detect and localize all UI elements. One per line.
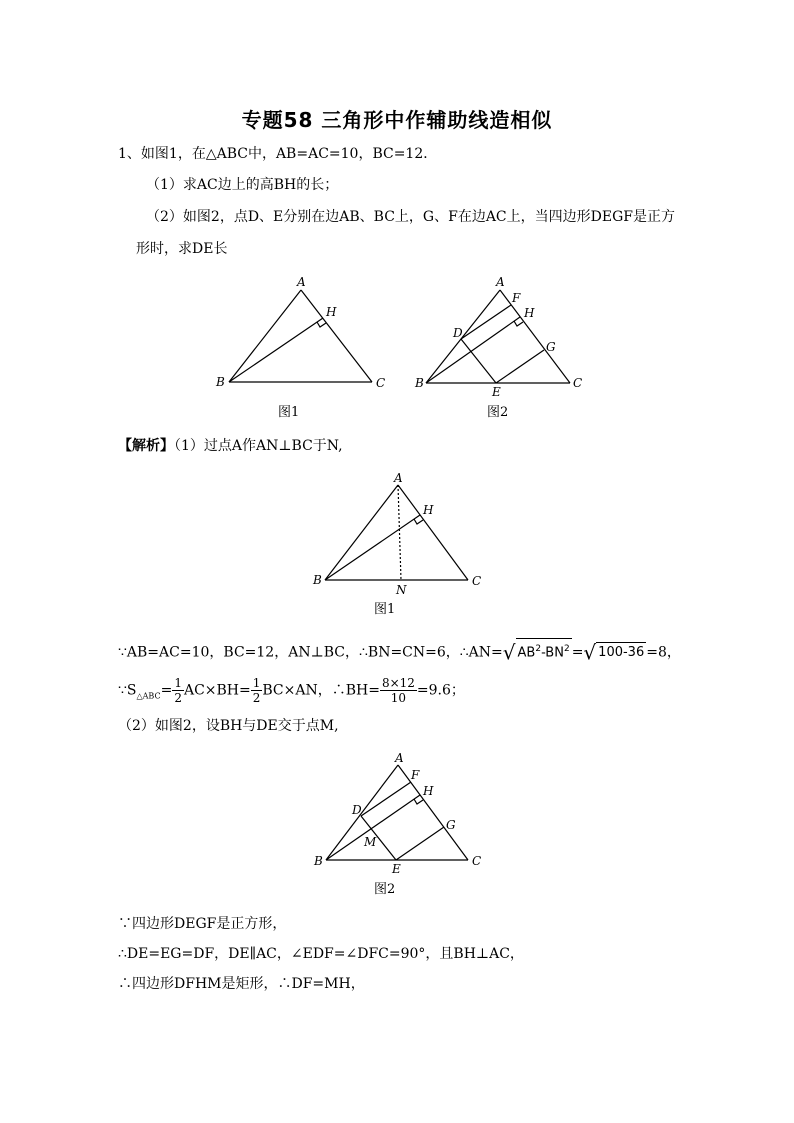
fig4-square-df xyxy=(361,782,411,816)
fig4-altitude-bh xyxy=(326,795,420,860)
eq-2: = xyxy=(160,682,173,699)
fig4-square-eg xyxy=(396,827,444,860)
fig3-label-b: B xyxy=(313,573,322,587)
fig3-label-h: H xyxy=(423,503,434,517)
solution-bracket: 【解析】 xyxy=(118,438,174,454)
fig2-label-a: A xyxy=(496,275,505,289)
fig1-label-a: A xyxy=(297,275,306,289)
fig4-label-e: E xyxy=(392,862,401,876)
solution-line-1: ∵AB=AC=10，BC=12，AN⊥BC，∴BN=CN=6，∴AN=√ $AB^2-BN^2$ =√ 100-36 =8， xyxy=(118,638,681,663)
fig1-label-c: C xyxy=(376,376,386,390)
s-abc-sub: △ABC xyxy=(136,691,161,701)
fig3-caption: 图1 xyxy=(374,602,396,617)
fig4-label-b: B xyxy=(314,854,323,868)
fig4-side-ab xyxy=(326,765,398,860)
fig4-caption: 图2 xyxy=(374,882,396,897)
fig1-label-h: H xyxy=(326,305,337,319)
bc-an: BC×AN，∴BH= xyxy=(262,682,380,699)
s-abc: ∵S xyxy=(118,682,137,699)
fig4-label-f: F xyxy=(411,768,420,782)
frac-bh: $\frac{8\times 12}{10}$ xyxy=(381,676,415,705)
fig2-caption: 图2 xyxy=(487,405,509,420)
solution-line-6: ∴四边形DFHM是矩形，∴DF=MH， xyxy=(118,976,365,992)
ac-bh: AC×BH= xyxy=(183,682,251,699)
problem-line-2: （1）求AC边上的高BH的长； xyxy=(146,177,339,193)
fig3-label-n: N xyxy=(396,583,407,597)
fig3-label-a: A xyxy=(394,471,403,485)
fig4-label-m: M xyxy=(364,835,377,849)
solution-line-5: ∴DE=EG=DF，DE∥AC，∠EDF=∠DFC=90°，且BH⊥AC， xyxy=(118,946,524,962)
solution-line-2-end: =9.6； xyxy=(416,682,465,699)
fig4-label-g: G xyxy=(446,818,456,832)
fig1-label-b: B xyxy=(216,375,225,389)
fig4-label-d: D xyxy=(352,803,362,817)
fig4-side-ac xyxy=(398,765,468,860)
fig4-right-angle xyxy=(414,799,423,804)
solution-line-4: ∵四边形DEGF是正方形， xyxy=(118,916,287,932)
page-title: 专题58 三角形中作辅助线造相似 xyxy=(241,108,553,132)
fig2-label-b: B xyxy=(415,376,424,390)
fig4-label-a: A xyxy=(395,751,404,765)
fig4-label-h: H xyxy=(423,784,434,798)
solution-line-1-text: ∵AB=AC=10，BC=12，AN⊥BC，∴BN=CN=6，∴AN= xyxy=(118,644,503,661)
frac-half-1: $\frac{1}{2}$ xyxy=(174,676,182,705)
problem-line-4: 形时，求DE长 xyxy=(136,241,228,257)
sup-1: 2 xyxy=(535,644,542,654)
fig2-label-g: G xyxy=(546,340,556,354)
fig2-label-h: H xyxy=(524,306,535,320)
problem-line-3: （2）如图2，点D、E分别在边AB、BC上，G、F在边AC上，当四边形DEGF是正方 xyxy=(146,209,675,225)
sqrt-ab: AB xyxy=(517,645,536,661)
fig2-label-d: D xyxy=(453,326,463,340)
problem-line-1: 1、如图1，在△ABC中，AB=AC=10，BC=12． xyxy=(118,146,438,162)
eq-1: = xyxy=(571,644,584,661)
frac-half-2: $\frac{1}{2}$ xyxy=(252,676,261,705)
sqrt-bn: -BN xyxy=(541,645,564,661)
fig1-caption: 图1 xyxy=(278,405,300,420)
solution-header-text: （1）过点A作AN⊥BC于N, xyxy=(174,438,343,454)
sup-2: 2 xyxy=(563,644,570,654)
solution-line-3: （2）如图2，设BH与DE交于点M, xyxy=(118,718,339,734)
solution-line-1-end: =8， xyxy=(646,644,681,661)
fig2-label-f: F xyxy=(512,291,521,305)
fig4-label-c: C xyxy=(472,854,482,868)
fig3-label-c: C xyxy=(472,574,482,588)
fig2-label-c: C xyxy=(573,376,583,390)
fig2-label-e: E xyxy=(492,385,501,399)
sqrt-100-36: 100-36 xyxy=(596,642,646,663)
